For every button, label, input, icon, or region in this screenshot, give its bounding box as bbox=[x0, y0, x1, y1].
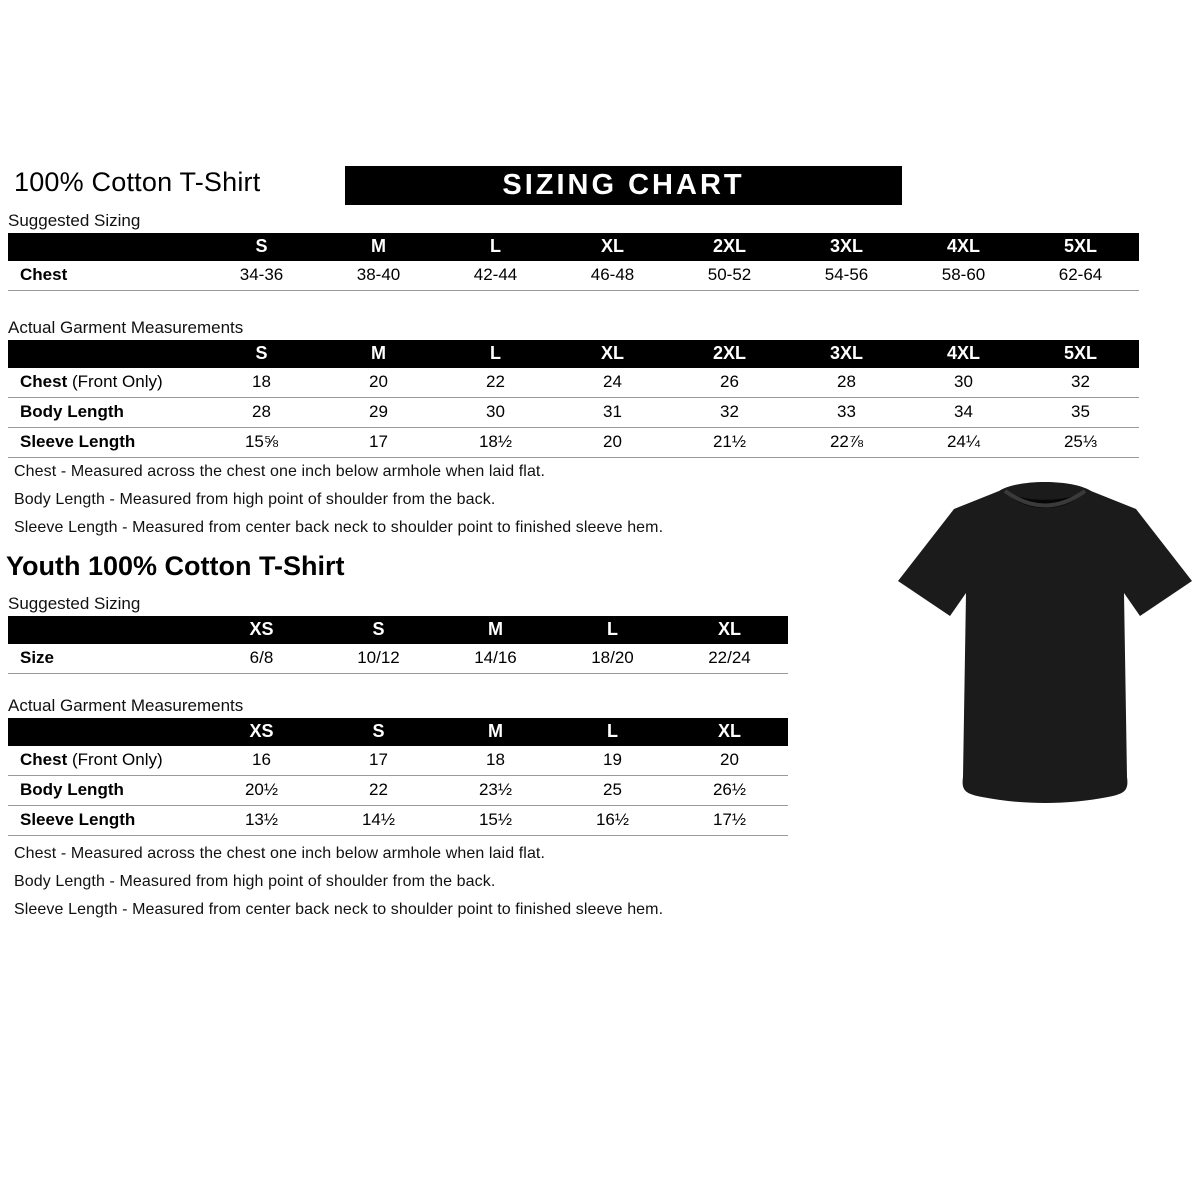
section-label-youth-suggested: Suggested Sizing bbox=[8, 594, 141, 613]
table-row-size bbox=[8, 644, 788, 674]
size-column-header: 2XL bbox=[671, 233, 788, 261]
note-chest: Chest - Measured across the chest one inch below armhole when laid flat. bbox=[14, 463, 546, 480]
row-label-text: Body Length bbox=[20, 402, 124, 421]
section-label-adult-suggested: Suggested Sizing bbox=[8, 211, 141, 230]
measurement-cell: 17 bbox=[320, 428, 437, 458]
size-column-header: S bbox=[203, 340, 320, 368]
tshirt-graphic bbox=[896, 477, 1194, 815]
size-column-header: L bbox=[437, 233, 554, 261]
size-column-header: L bbox=[554, 616, 671, 644]
measurement-cell: 16½ bbox=[554, 806, 671, 836]
measurement-cell: 22/24 bbox=[671, 644, 788, 674]
tshirt-image bbox=[896, 477, 1194, 815]
size-column-header: 2XL bbox=[671, 340, 788, 368]
table-header-row bbox=[8, 616, 788, 644]
size-column-header: M bbox=[437, 616, 554, 644]
row-label-text: Sleeve Length bbox=[20, 432, 136, 451]
size-column-header: 5XL bbox=[1022, 340, 1139, 368]
size-column-header: XL bbox=[554, 340, 671, 368]
measurement-cell: 18 bbox=[203, 368, 320, 398]
measurement-cell: 62-64 bbox=[1022, 261, 1139, 291]
measurement-cell: 24 bbox=[554, 368, 671, 398]
row-label bbox=[8, 428, 203, 458]
measurement-cell: 15½ bbox=[437, 806, 554, 836]
header-corner-cell bbox=[8, 718, 203, 746]
section-label-adult-actual: Actual Garment Measurements bbox=[8, 318, 244, 337]
measurement-cell: 20 bbox=[320, 368, 437, 398]
size-column-header: XL bbox=[671, 718, 788, 746]
size-column-header: L bbox=[554, 718, 671, 746]
measurement-cell: 16 bbox=[203, 746, 320, 776]
measurement-cell: 50-52 bbox=[671, 261, 788, 291]
table-header-row bbox=[8, 718, 788, 746]
measurement-cell: 34-36 bbox=[203, 261, 320, 291]
row-label-text: Chest bbox=[20, 750, 68, 769]
adult-actual-measurements-table bbox=[8, 340, 1139, 458]
measurement-cell: 18 bbox=[437, 746, 554, 776]
sizing-chart-banner: SIZING CHART bbox=[345, 166, 902, 205]
size-column-header: XL bbox=[671, 616, 788, 644]
table-row-sleeve-length bbox=[8, 428, 1139, 458]
measurement-cell: 28 bbox=[788, 368, 905, 398]
note-chest: Chest - Measured across the chest one inch below armhole when laid flat. bbox=[14, 845, 546, 862]
size-column-header: M bbox=[320, 233, 437, 261]
page-title: 100% Cotton T-Shirt bbox=[14, 167, 261, 197]
measurement-cell: 18/20 bbox=[554, 644, 671, 674]
measurement-cell: 13½ bbox=[203, 806, 320, 836]
measurement-cell: 28 bbox=[203, 398, 320, 428]
size-column-header: XS bbox=[203, 616, 320, 644]
measurement-cell: 25⅓ bbox=[1022, 428, 1139, 458]
size-column-header: XS bbox=[203, 718, 320, 746]
size-column-header: S bbox=[203, 233, 320, 261]
row-label bbox=[8, 261, 203, 291]
measurement-cell: 25 bbox=[554, 776, 671, 806]
row-label bbox=[8, 398, 203, 428]
measurement-cell: 54-56 bbox=[788, 261, 905, 291]
measurement-cell: 10/12 bbox=[320, 644, 437, 674]
size-column-header: 5XL bbox=[1022, 233, 1139, 261]
measurement-cell: 38-40 bbox=[320, 261, 437, 291]
measurement-cell: 24¼ bbox=[905, 428, 1022, 458]
youth-measurement-notes bbox=[14, 845, 663, 929]
measurement-cell: 42-44 bbox=[437, 261, 554, 291]
measurement-cell: 20½ bbox=[203, 776, 320, 806]
measurement-cell: 26½ bbox=[671, 776, 788, 806]
youth-section-title: Youth 100% Cotton T-Shirt bbox=[6, 551, 345, 581]
header-corner-cell bbox=[8, 340, 203, 368]
size-column-header: S bbox=[320, 718, 437, 746]
row-label-text: Body Length bbox=[20, 780, 124, 799]
measurement-cell: 34 bbox=[905, 398, 1022, 428]
table-row-sleeve-length bbox=[8, 806, 788, 836]
size-column-header: XL bbox=[554, 233, 671, 261]
measurement-cell: 15⅝ bbox=[203, 428, 320, 458]
note-body-length: Body Length - Measured from high point of shoulder from the back. bbox=[14, 873, 496, 890]
size-column-header: 3XL bbox=[788, 340, 905, 368]
size-column-header: 3XL bbox=[788, 233, 905, 261]
row-label-text: Sleeve Length bbox=[20, 810, 136, 829]
header-corner-cell bbox=[8, 233, 203, 261]
measurement-cell: 23½ bbox=[437, 776, 554, 806]
row-label bbox=[8, 776, 203, 806]
size-column-header: M bbox=[320, 340, 437, 368]
note-body-length: Body Length - Measured from high point of shoulder from the back. bbox=[14, 491, 496, 508]
measurement-cell: 22 bbox=[437, 368, 554, 398]
measurement-cell: 33 bbox=[788, 398, 905, 428]
row-label-suffix: (Front Only) bbox=[67, 750, 163, 769]
table-header-row bbox=[8, 340, 1139, 368]
table-header-row bbox=[8, 233, 1139, 261]
section-label-youth-actual: Actual Garment Measurements bbox=[8, 696, 244, 715]
size-column-header: S bbox=[320, 616, 437, 644]
measurement-cell: 58-60 bbox=[905, 261, 1022, 291]
measurement-cell: 17 bbox=[320, 746, 437, 776]
measurement-cell: 20 bbox=[554, 428, 671, 458]
measurement-cell: 20 bbox=[671, 746, 788, 776]
row-label bbox=[8, 746, 203, 776]
header-corner-cell bbox=[8, 616, 203, 644]
measurement-cell: 29 bbox=[320, 398, 437, 428]
size-column-header: M bbox=[437, 718, 554, 746]
measurement-cell: 31 bbox=[554, 398, 671, 428]
row-label bbox=[8, 368, 203, 398]
measurement-cell: 46-48 bbox=[554, 261, 671, 291]
measurement-cell: 32 bbox=[1022, 368, 1139, 398]
row-label-text: Chest bbox=[20, 372, 68, 391]
youth-actual-measurements-table bbox=[8, 718, 788, 836]
table-row-chest bbox=[8, 261, 1139, 291]
table-row-chest bbox=[8, 368, 1139, 398]
measurement-cell: 32 bbox=[671, 398, 788, 428]
measurement-cell: 18½ bbox=[437, 428, 554, 458]
size-column-header: 4XL bbox=[905, 233, 1022, 261]
measurement-cell: 6/8 bbox=[203, 644, 320, 674]
adult-suggested-sizing-table bbox=[8, 233, 1139, 291]
adult-measurement-notes bbox=[14, 463, 663, 547]
youth-suggested-sizing-table bbox=[8, 616, 788, 674]
note-sleeve-length: Sleeve Length - Measured from center back neck to shoulder point to finished sleeve hem. bbox=[14, 519, 664, 536]
table-row-body-length bbox=[8, 776, 788, 806]
measurement-cell: 30 bbox=[437, 398, 554, 428]
measurement-cell: 17½ bbox=[671, 806, 788, 836]
size-column-header: L bbox=[437, 340, 554, 368]
table-row-chest bbox=[8, 746, 788, 776]
measurement-cell: 26 bbox=[671, 368, 788, 398]
measurement-cell: 14½ bbox=[320, 806, 437, 836]
measurement-cell: 14/16 bbox=[437, 644, 554, 674]
note-sleeve-length: Sleeve Length - Measured from center back neck to shoulder point to finished sleeve hem. bbox=[14, 901, 664, 918]
measurement-cell: 19 bbox=[554, 746, 671, 776]
size-column-header: 4XL bbox=[905, 340, 1022, 368]
row-label bbox=[8, 806, 203, 836]
measurement-cell: 22⅞ bbox=[788, 428, 905, 458]
measurement-cell: 35 bbox=[1022, 398, 1139, 428]
row-label-text: Size bbox=[20, 648, 55, 667]
measurement-cell: 22 bbox=[320, 776, 437, 806]
measurement-cell: 30 bbox=[905, 368, 1022, 398]
measurement-cell: 21½ bbox=[671, 428, 788, 458]
table-row-body-length bbox=[8, 398, 1139, 428]
row-label-suffix: (Front Only) bbox=[67, 372, 163, 391]
row-label-text: Chest bbox=[20, 265, 68, 284]
row-label bbox=[8, 644, 203, 674]
